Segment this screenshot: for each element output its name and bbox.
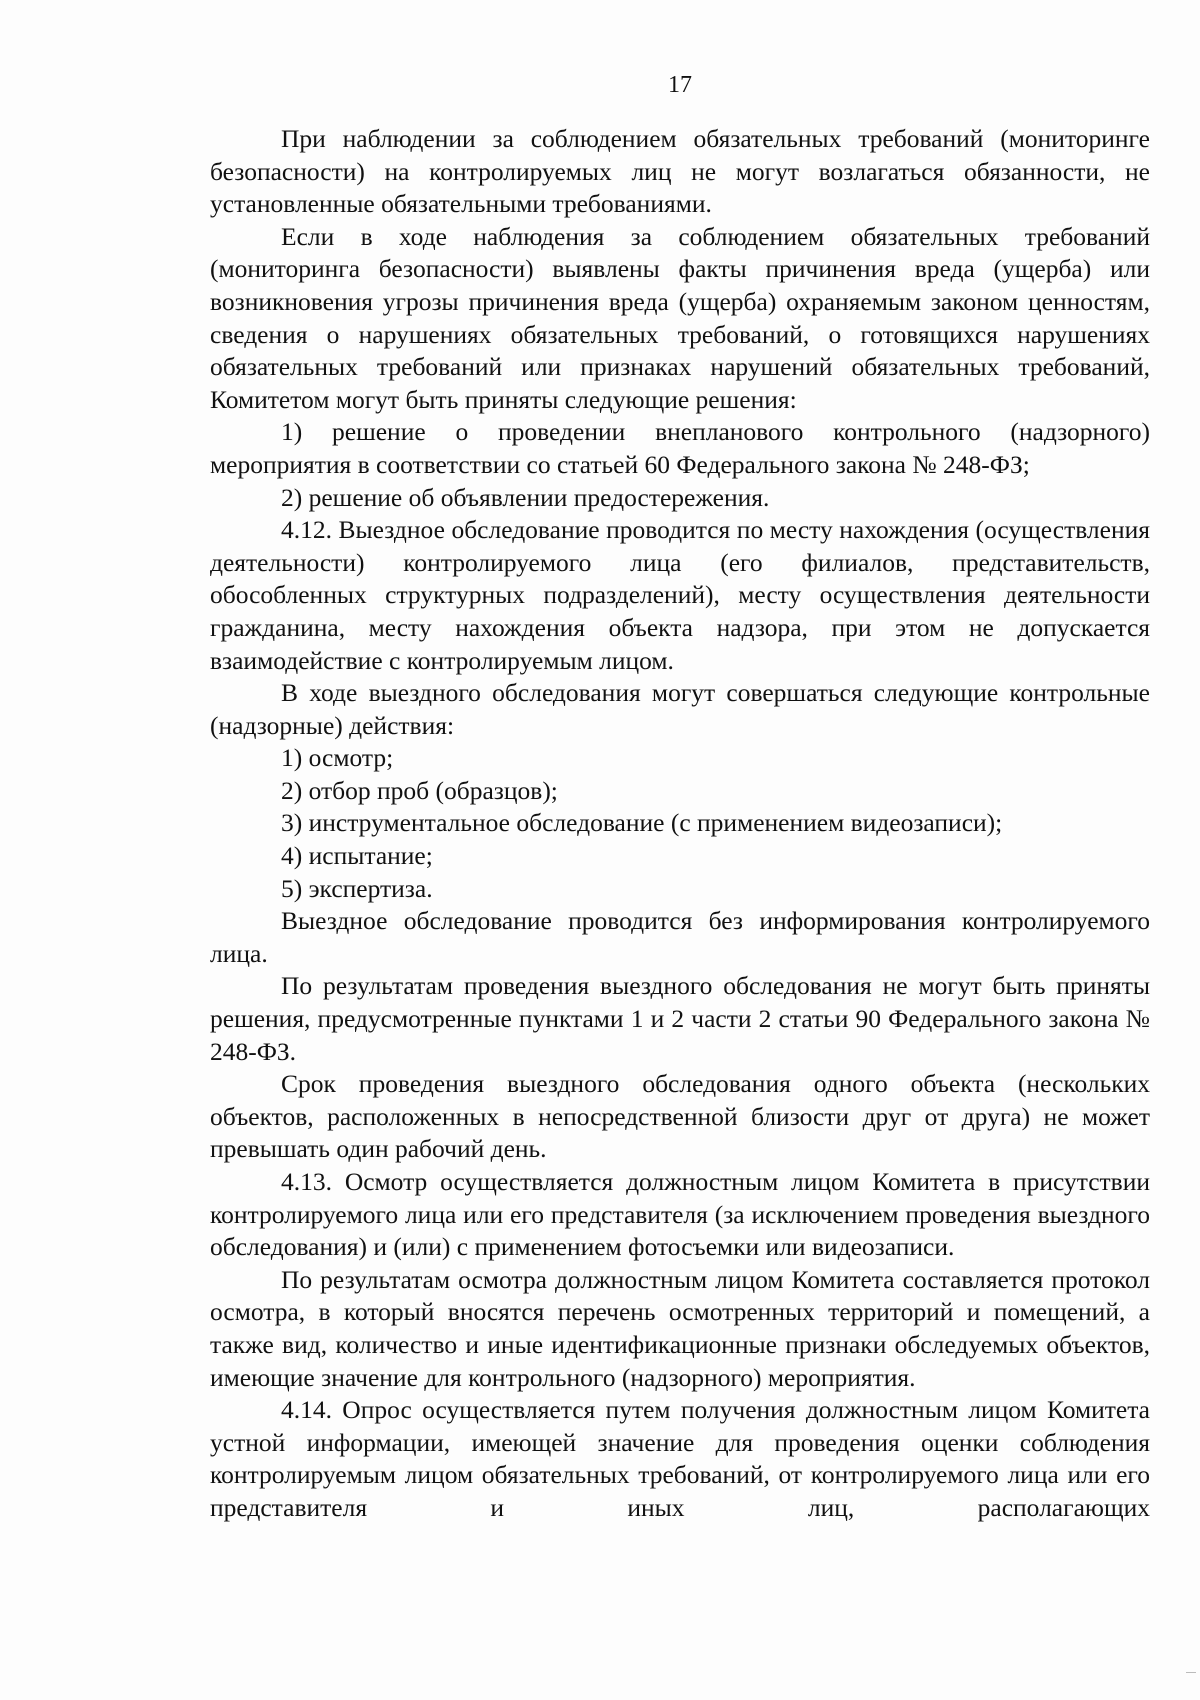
- list-item-decision-1: 1) решение о проведении внепланового контрольного (надзорного) мероприятия в соответствии со статьей 60 Федерального закона № 248-ФЗ;: [210, 417, 1150, 479]
- list-item-action-4: 4) испытание;: [281, 841, 433, 871]
- paragraph-monitoring-obligations: При наблюдении за соблюдением обязательных требований (мониторинге безопасности) на контролируемых лиц не могут возлагаться обязанности, не установленные обязательными требованиями.: [210, 124, 1150, 219]
- paragraph-inspection-results: По результатам проведения выездного обследования не могут быть приняты решения, предусмотренные пунктами 1 и 2 части 2 статьи 90 Федерального закона № 248-ФЗ.: [210, 971, 1150, 1066]
- document-body: [210, 123, 1150, 1525]
- paragraph-no-notification: Выездное обследование проводится без информирования контролируемого лица.: [210, 906, 1150, 968]
- page-number: 17: [668, 72, 692, 98]
- list-item-action-1: 1) осмотр;: [281, 743, 394, 773]
- list-item-action-2: 2) отбор проб (образцов);: [281, 775, 558, 805]
- scan-edge-mark: [1186, 1672, 1196, 1673]
- paragraph-inspection-actions: В ходе выездного обследования могут совершаться следующие контрольные (надзорные) действия:: [210, 678, 1150, 740]
- section-4-12-field-inspection: 4.12. Выездное обследование проводится по месту нахождения (осуществления деятельности) контролируемого лица (его филиалов, представительств, обособленных структурных подразделений), месту осуществления деятельности гражданина, месту нахождения объекта надзора, при этом не допускается взаимодействие с контролируемым лицом.: [210, 515, 1150, 675]
- paragraph-inspection-duration: Срок проведения выездного обследования одного объекта (нескольких объектов, расположенных в непосредственной близости друг от друга) не может превышать один рабочий день.: [210, 1069, 1150, 1164]
- section-4-13-examination: 4.13. Осмотр осуществляется должностным лицом Комитета в присутствии контролируемого лица или его представителя (за исключением проведения выездного обследования) и (или) с применением фотосъемки или видеозаписи.: [210, 1167, 1150, 1262]
- list-item-action-5: 5) экспертиза.: [281, 873, 433, 903]
- list-item-decision-2: 2) решение об объявлении предостережения.: [281, 482, 770, 512]
- paragraph-examination-protocol: По результатам осмотра должностным лицом Комитета составляется протокол осмотра, в который вносятся перечень осмотренных территорий и помещений, а также вид, количество и иные идентификационные признаки обследуемых объектов, имеющие значение для контрольного (надзорного) мероприятия.: [210, 1264, 1150, 1392]
- list-item-action-3: 3) инструментальное обследование (с применением видеозаписи);: [281, 808, 1003, 838]
- section-4-14-survey: 4.14. Опрос осуществляется путем получения должностным лицом Комитета устной информации, имеющей значение для проведения оценки соблюдения контролируемым лицом обязательных требований, от контролируемого лица или его представителя и иных лиц, располагающих: [210, 1395, 1150, 1522]
- paragraph-monitoring-decisions: Если в ходе наблюдения за соблюдением обязательных требований (мониторинга безопасности) выявлены факты причинения вреда (ущерба) или возникновения угрозы причинения вреда (ущерба) охраняемым законом ценностям, сведения о нарушениях обязательных требований, о готовящихся нарушениях обязательных требований или признаках нарушений обязательных требований, Комитетом могут быть приняты следующие решения:: [210, 221, 1150, 414]
